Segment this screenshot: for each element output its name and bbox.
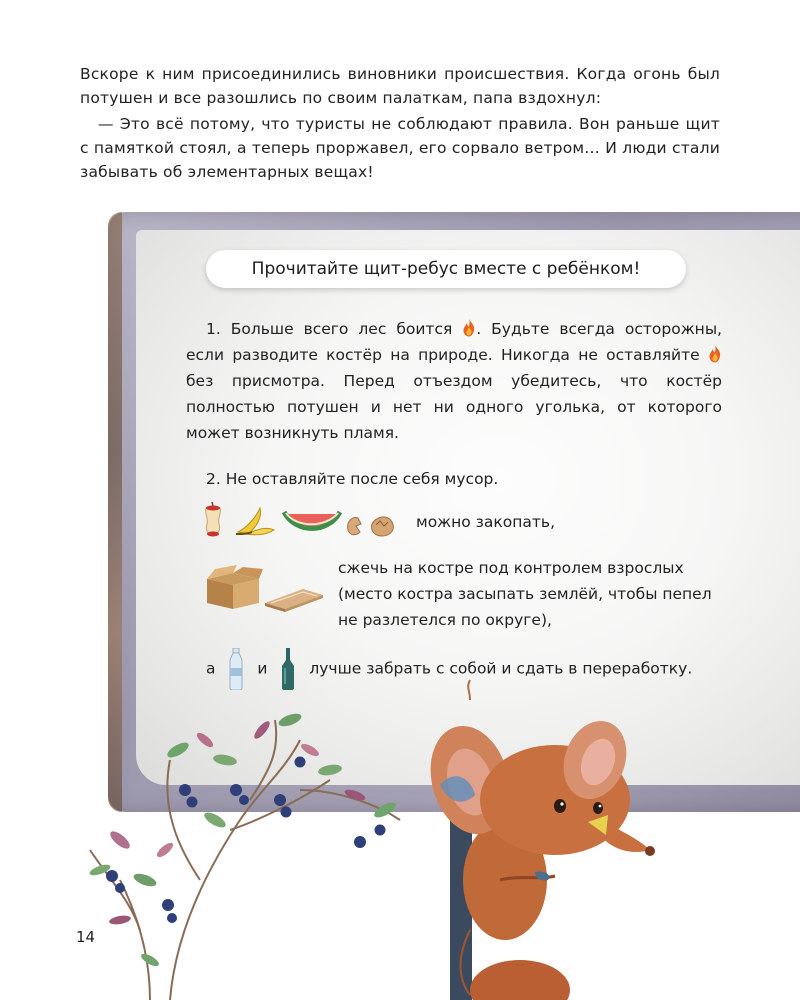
board-heading: [206, 250, 686, 288]
bury-text: можно закопать,: [416, 513, 555, 531]
eggshell-icon: [348, 517, 394, 536]
intro-text: [80, 62, 720, 186]
glass-bottle-icon: [280, 648, 296, 690]
board-post: [450, 820, 472, 1000]
recycle-and: и: [257, 659, 268, 678]
fire-icon: [708, 345, 722, 363]
intro-paragraph-1: Вскоре к ним присоединились виновники происшествия. Когда огонь был потушен и все разошлись по своим палаткам, папа вздохнул:: [80, 65, 720, 107]
banana-peel-icon: [236, 508, 274, 535]
recycle-a: а: [206, 659, 216, 678]
page-number: 14: [76, 928, 96, 946]
burn-text-line-1: сжечь на костре под контролем взрослых: [338, 559, 684, 577]
plastic-bottle-icon: [228, 648, 244, 690]
rule-1-part2: . Будьте всегда осторожны, если разводите костёр на природе. Никогда не оставляйте: [186, 320, 722, 364]
apple-core-icon: [206, 502, 221, 537]
flat-box-icon: [265, 589, 323, 612]
burn-text: [338, 555, 722, 633]
food-waste-icons: [200, 500, 410, 538]
rule-1: [186, 316, 722, 446]
rule-1-part1: 1. Больше всего лес боится: [206, 320, 453, 338]
burn-text-line-2: (место костра засыпать землёй, чтобы пепел: [338, 585, 712, 603]
watermelon-rind-icon: [284, 512, 340, 529]
recycle-line: [206, 648, 692, 690]
burn-text-line-3: не разлетелся по округе),: [338, 611, 552, 629]
cardboard-icons: [203, 565, 325, 613]
board-heading-text: Прочитайте щит-ребус вместе с ребёнком!: [251, 259, 641, 279]
recycle-rest: лучше забрать с собой и сдать в переработку.: [309, 659, 693, 678]
rule-2-title: 2. Не оставляйте после себя мусор.: [206, 470, 499, 488]
rule-1-part3: без присмотра. Перед отъездом убедитесь, что костёр полностью потушен и нет ни одного уголька, от которого может возникнуть пламя.: [186, 372, 722, 442]
cardboard-box-icon: [207, 565, 263, 609]
fire-icon: [462, 319, 476, 337]
intro-paragraph-2: — Это всё потому, что туристы не соблюдают правила. Вон раньше щит с памяткой стоял, а теперь проржавел, его сорвало ветром… И люди стали забывать об элементарных вещах!: [80, 115, 720, 181]
